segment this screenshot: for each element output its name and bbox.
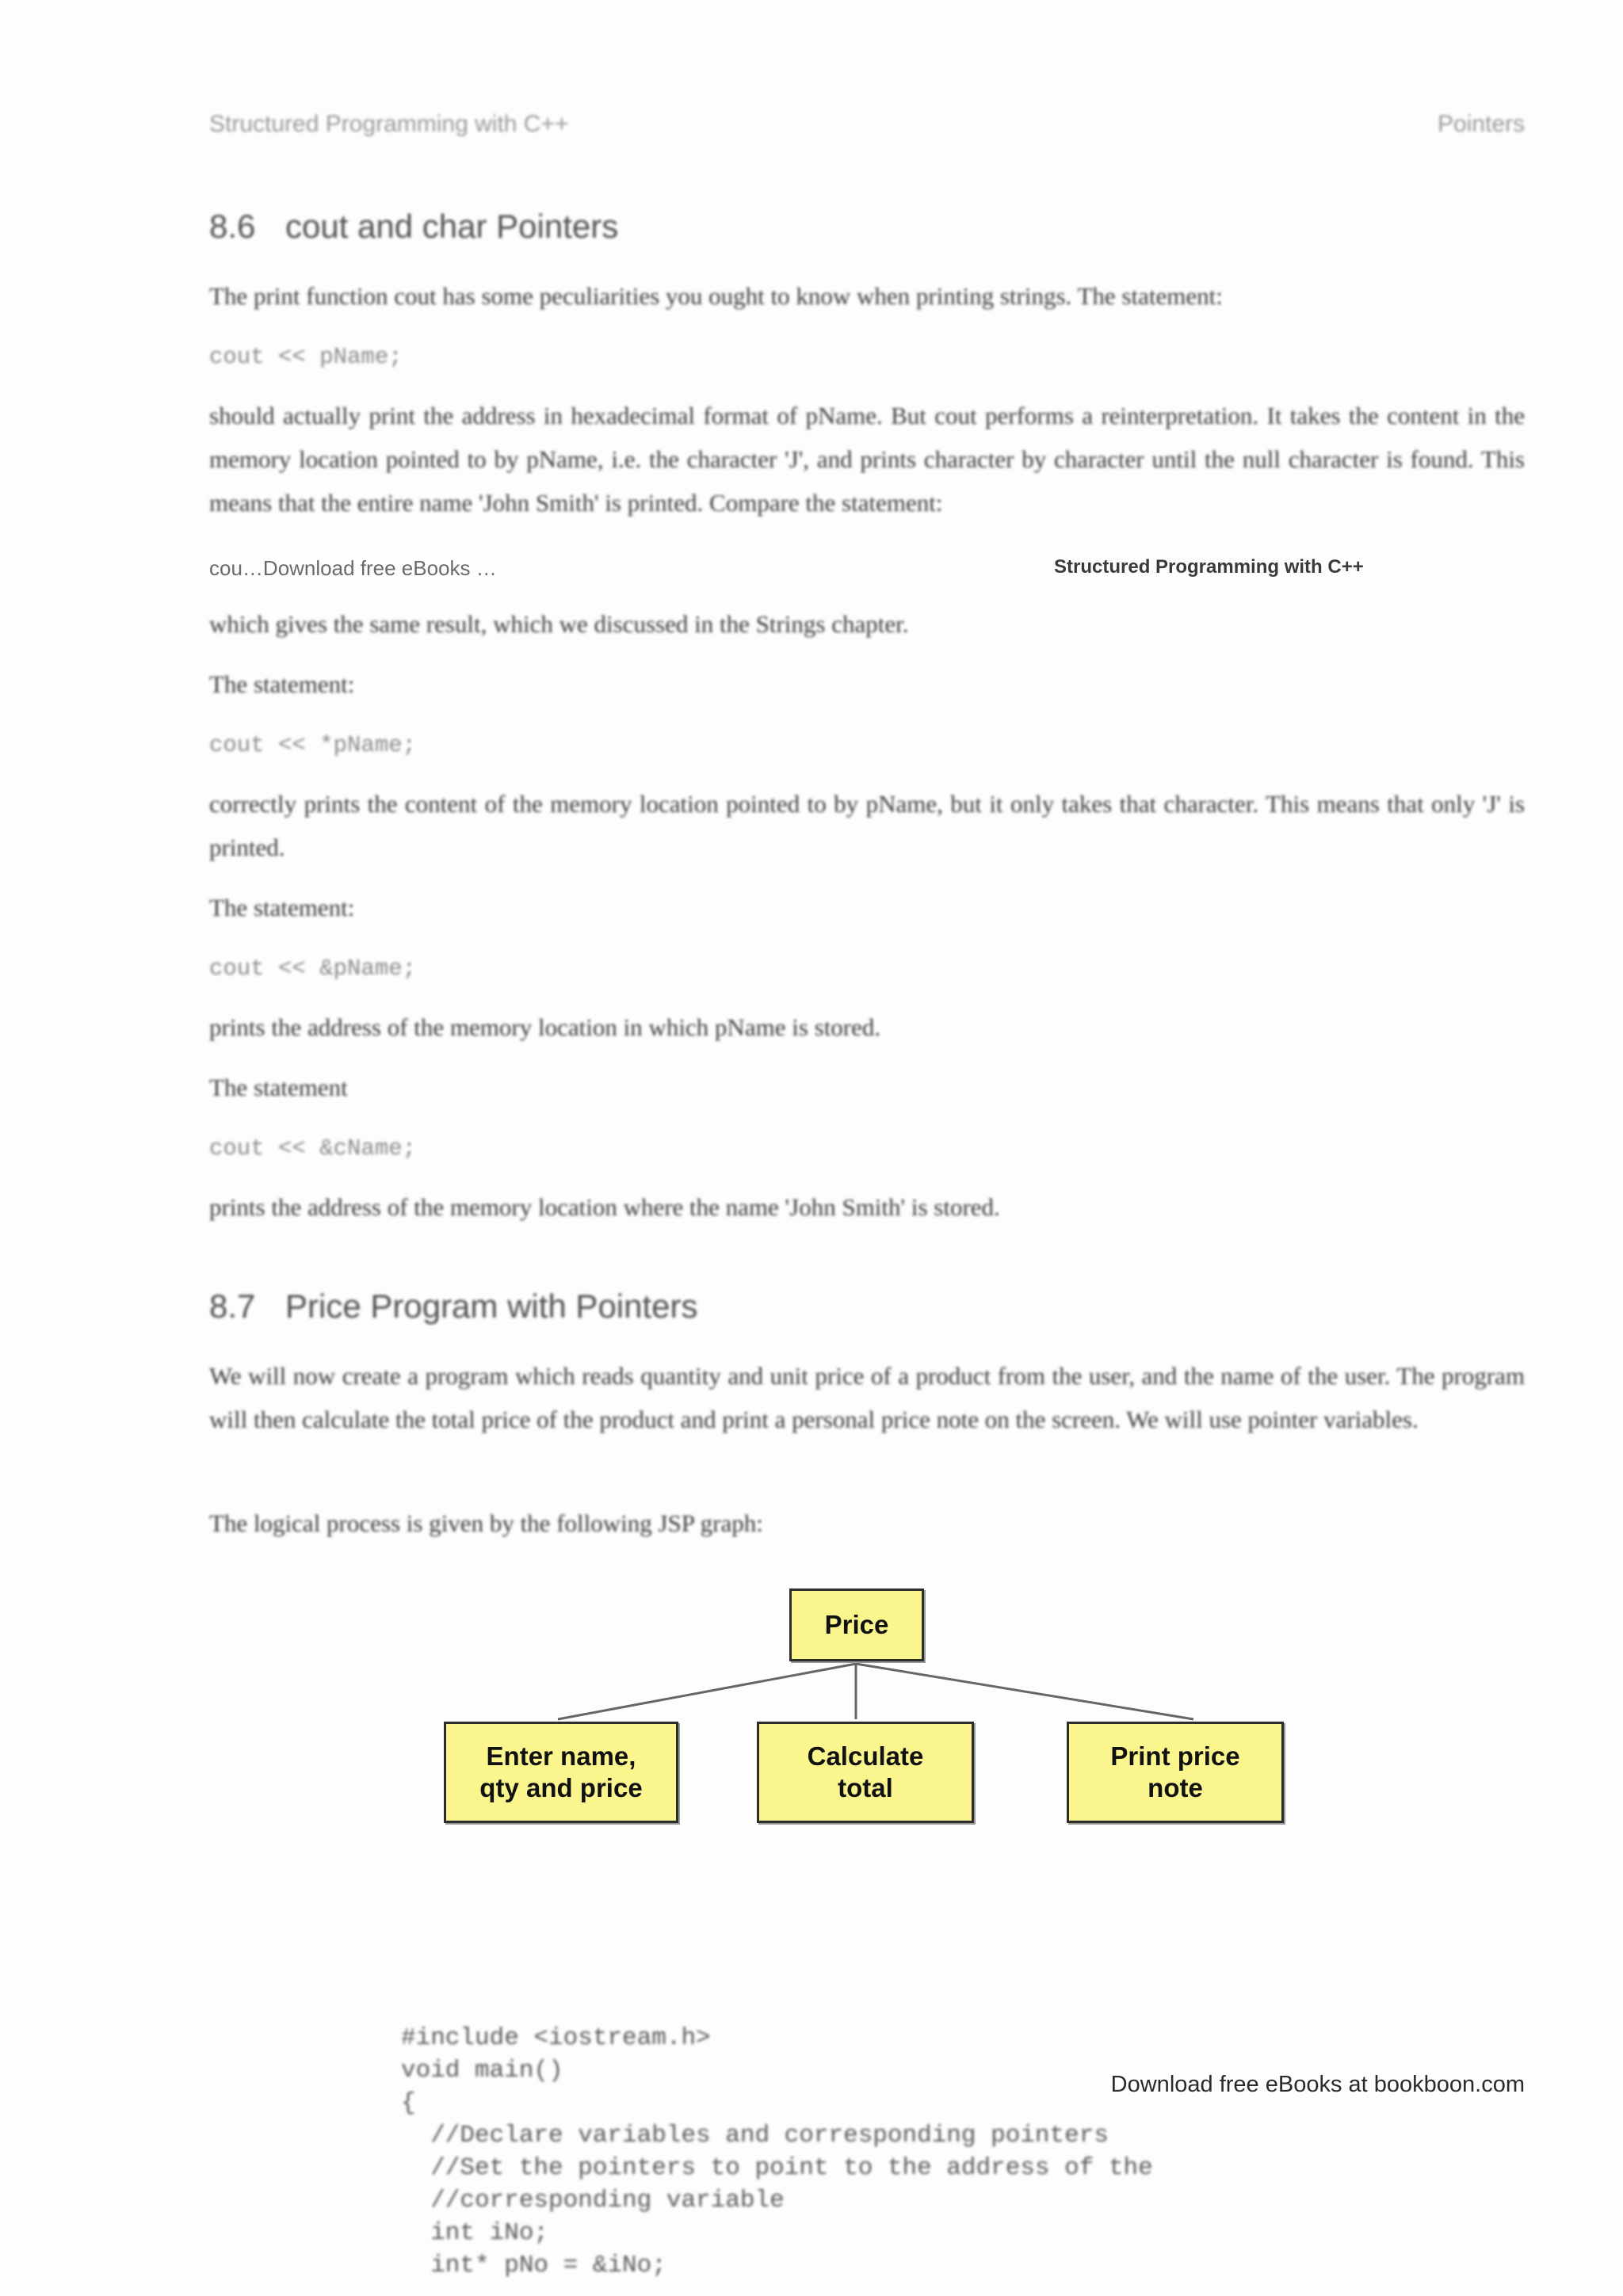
diagram-node-price <box>789 1589 924 1661</box>
header-chapter-title: Pointers <box>1437 111 1525 137</box>
node-label: Calculate <box>807 1741 924 1771</box>
paragraph: The logical process is given by the following JSP graph: <box>209 1509 763 1537</box>
code-line: cout << *pName; <box>209 732 417 758</box>
code-line: #include <iostream.h> <box>401 2024 711 2052</box>
node-label: total <box>838 1773 893 1802</box>
node-label: Price <box>824 1610 889 1639</box>
diagram-node-calculate <box>757 1722 974 1823</box>
paragraph: which gives the same result, which we discussed in the Strings chapter. <box>209 610 909 638</box>
node-label: qty and price <box>479 1773 643 1802</box>
section-title-text: cout and char Pointers <box>285 208 619 245</box>
code-line: cout << &pName; <box>209 955 417 982</box>
code-line: //Set the pointers to point to the address of the <box>401 2154 1153 2182</box>
paragraph: The statement <box>209 1074 348 1101</box>
jsp-diagram <box>428 1581 1316 1842</box>
section-heading-8-7 <box>209 1287 698 1325</box>
code-line: void main() <box>401 2057 563 2084</box>
node-label: Enter name, <box>486 1741 636 1771</box>
paragraph: prints the address of the memory location in which pName is stored. <box>209 1013 881 1041</box>
paragraph: The statement: <box>209 670 355 698</box>
code-line: //corresponding variable <box>401 2187 785 2214</box>
code-line: int* pNo = &iNo; <box>401 2252 666 2279</box>
paragraph: should actually print the address in hexadecimal format of pName. But cout performs a reinterpretation. It takes the content in the memory location pointed to by pName, i.e. the character 'J', and prints character by character until the null character is found. This means that the entire name 'John Smith' is printed. Compare the statement: <box>209 402 1525 517</box>
diagram-node-enter <box>444 1722 678 1823</box>
paragraph: correctly prints the content of the memory location pointed to by pName, but it only takes that character. This means that only 'J' is printed. <box>209 790 1525 861</box>
paragraph: The print function cout has some peculiarities you ought to know when printing strings. The statement: <box>209 282 1223 310</box>
code-line: { <box>401 2089 416 2117</box>
connector-line <box>558 1664 856 1719</box>
code-line: int iNo; <box>401 2219 549 2247</box>
bookboon-link[interactable]: Download free eBooks at bookboon.com <box>1110 2072 1525 2097</box>
node-label: Print price <box>1110 1741 1240 1771</box>
code-listing <box>401 2022 1153 2282</box>
section-title-text: Price Program with Pointers <box>285 1287 698 1325</box>
section-number: 8.7 <box>209 1287 256 1325</box>
diagram-node-print <box>1067 1722 1284 1823</box>
section-number: 8.6 <box>209 208 256 245</box>
code-line: cout << pName; <box>209 344 403 370</box>
header-book-title: Structured Programming with C++ <box>209 111 569 137</box>
paragraph: The statement: <box>209 894 355 921</box>
overlapping-header-text: Structured Programming with C++ <box>1054 556 1364 578</box>
code-line: //Declare variables and corresponding pointers <box>401 2122 1109 2149</box>
node-label: note <box>1148 1773 1203 1802</box>
paragraph: prints the address of the memory location where the name 'John Smith' is stored. <box>209 1193 1000 1221</box>
section-heading-8-6 <box>209 208 618 246</box>
code-line: cout << &cName; <box>209 1135 417 1161</box>
connector-line <box>856 1664 1193 1719</box>
overlapping-code-line: cou…Download free eBooks … <box>209 556 497 580</box>
paragraph: We will now create a program which reads quantity and unit price of a product from the user, and the name of the user. The program will then calculate the total price of the product and print a personal price note on the screen. We will use pointer variables. <box>209 1362 1525 1433</box>
